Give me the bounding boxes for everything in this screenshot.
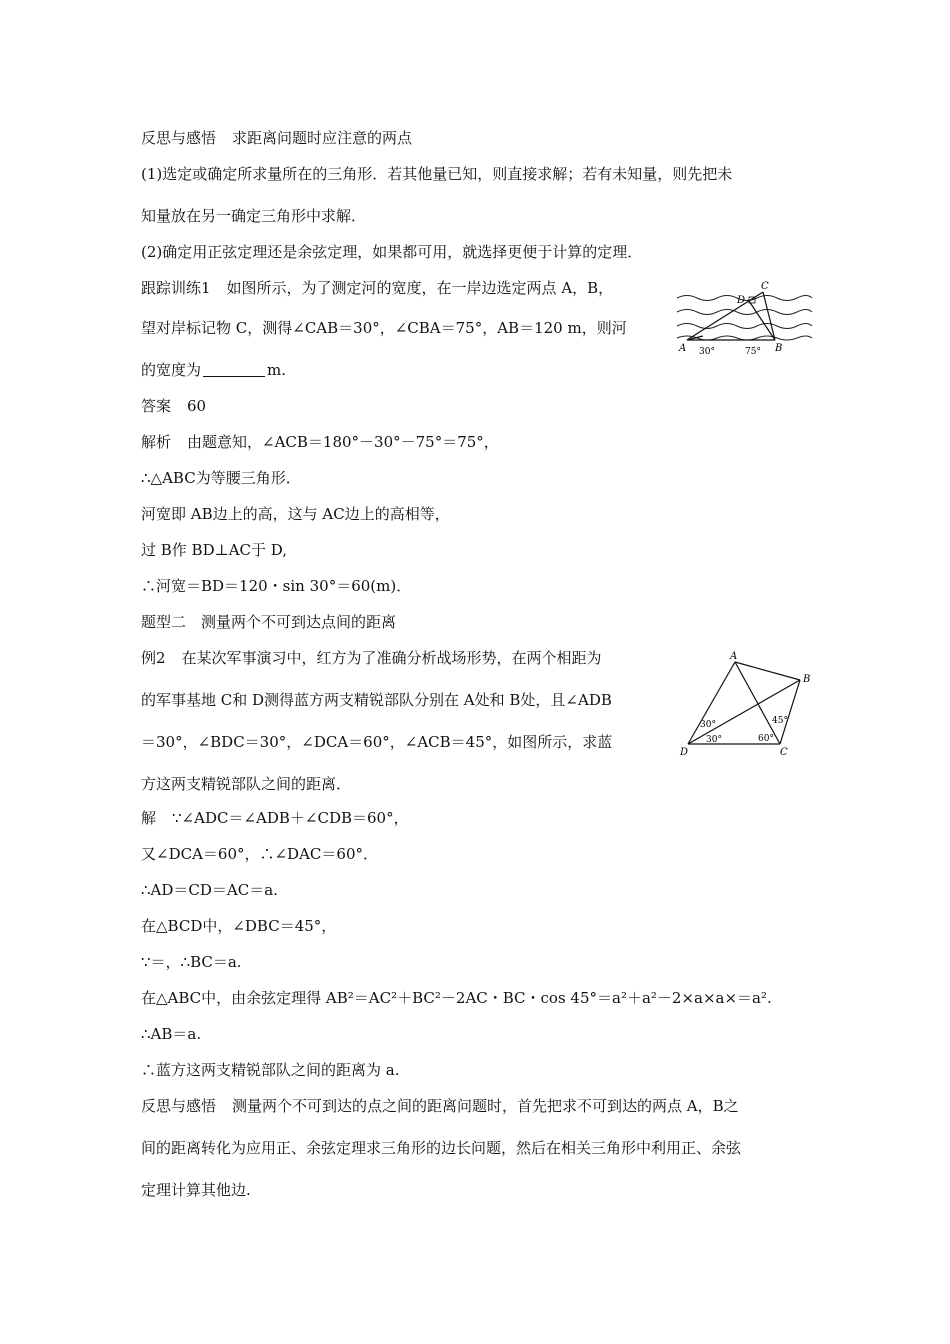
- example-2-line-3: ＝30°，∠BDC＝30°，∠DCA＝60°，∠ACB＝45°，如图所示，求蓝: [141, 733, 613, 751]
- example-2-line-1: [141, 648, 602, 668]
- reflection-2-line-1: [141, 1096, 739, 1116]
- label-c: C: [780, 747, 788, 758]
- answer-line: [141, 396, 206, 416]
- reflection-heading: [141, 128, 412, 148]
- solution-step-8: ∴蓝方这两支精锐部队之间的距离为 a.: [141, 1061, 400, 1079]
- exercise-1-line-1: [141, 278, 613, 298]
- solution-step-5: ∵＝，∴BC＝a.: [141, 953, 242, 971]
- angle-bdc-label: 30°: [706, 735, 722, 745]
- reflection-label: 反思与感悟: [141, 129, 217, 147]
- example-label: 例2: [141, 649, 166, 667]
- reflection-2-line-2: 间的距离转化为应用正、余弦定理求三角形的边长问题，然后在相关三角形中利用正、余弦: [141, 1139, 742, 1157]
- solution-label: 解: [141, 809, 157, 827]
- solution-step-1: ∵∠ADC＝∠ADB＋∠CDB＝60°，: [172, 809, 409, 827]
- angle-adb-label: 30°: [700, 720, 716, 730]
- label-d: D: [737, 295, 746, 306]
- reflection-2-label: 反思与感悟: [141, 1097, 217, 1115]
- exercise-label: 跟踪训练1: [141, 279, 211, 297]
- solution-step-2: 又∠DCA＝60°，∴∠DAC＝60°．: [141, 845, 378, 863]
- point-2: (2)确定用正弦定理还是余弦定理，如果都可用，就选择更便于计算的定理．: [141, 243, 643, 261]
- solution-step-7: ∴AB＝a.: [141, 1025, 202, 1043]
- angle-acb-label: 45°: [772, 716, 788, 726]
- example-2-line-2: 的军事基地 C和 D测得蓝方两支精锐部队分别在 A处和 B处，且∠ADB: [141, 691, 612, 709]
- exercise-1-line-2: 望对岸标记物 C，测得∠CAB＝30°，∠CBA＝75°，AB＝120 m，则河: [141, 319, 627, 337]
- angle-a-label: 30°: [699, 347, 715, 357]
- exercise-text-post: m.: [267, 361, 287, 379]
- answer-value: 60: [187, 397, 207, 415]
- analysis-step-1: 由题意知，∠ACB＝180°－30°－75°＝75°，: [187, 433, 499, 451]
- reflection-text: 求距离问题时应注意的两点: [232, 129, 413, 147]
- exercise-text: 如图所示，为了测定河的宽度，在一岸边选定两点 A，B，: [226, 279, 614, 297]
- label-c: C: [761, 281, 769, 292]
- answer-blank: [203, 362, 265, 377]
- analysis-label: 解析: [141, 433, 172, 451]
- angle-dca-label: 60°: [758, 734, 774, 744]
- label-a: A: [679, 343, 687, 354]
- quadrilateral-figure: [678, 648, 818, 760]
- exercise-text-pre: 的宽度为: [141, 361, 202, 379]
- solution-step-3: ∴AD＝CD＝AC＝a.: [141, 881, 278, 899]
- analysis-step-5: ∴河宽＝BD＝120・sin 30°＝60(m)．: [141, 577, 412, 595]
- solution-line: [141, 808, 409, 828]
- point-1-line-b: 知量放在另一确定三角形中求解．: [141, 207, 367, 225]
- example-2-line-4: 方这两支精锐部队之间的距离．: [141, 775, 352, 793]
- answer-label: 答案: [141, 397, 172, 415]
- example-text: 在某次军事演习中，红方为了准确分析战场形势，在两个相距为: [181, 649, 602, 667]
- reflection-2-line-3: 定理计算其他边.: [141, 1181, 251, 1199]
- reflection-2-text: 测量两个不可到达的点之间的距离问题时，首先把求不可到达的两点 A，B之: [232, 1097, 739, 1115]
- analysis-step-2: ∴△ABC为等腰三角形．: [141, 469, 301, 487]
- analysis-line: [141, 432, 499, 452]
- quadrilateral-lines: [688, 662, 800, 744]
- angle-b-label: 75°: [745, 347, 761, 357]
- label-a: A: [730, 651, 738, 662]
- label-b: B: [803, 674, 811, 685]
- type-2-title: 题型二 测量两个不可到达点间的距离: [141, 613, 397, 631]
- solution-step-6: 在△ABC中，由余弦定理得 AB²＝AC²＋BC²－2AC・BC・cos 45°＝a²＋a²－2×a×a×＝a².: [141, 989, 772, 1007]
- analysis-step-4: 过 B作 BD⊥AC于 D,: [141, 541, 288, 559]
- analysis-step-3: 河宽即 AB边上的高，这与 AC边上的高相等，: [141, 505, 450, 523]
- solution-step-4: 在△BCD中，∠DBC＝45°，: [141, 917, 337, 935]
- label-d: D: [680, 747, 689, 758]
- label-b: B: [775, 343, 783, 354]
- river-figure: [675, 278, 815, 358]
- exercise-1-line-3: [141, 360, 286, 380]
- point-1-line-a: (1)选定或确定所求量所在的三角形．若其他量已知，则直接求解；若有未知量，则先把未: [141, 165, 733, 183]
